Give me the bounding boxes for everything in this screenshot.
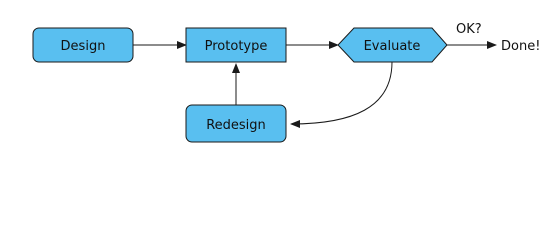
node-design-label: Design bbox=[60, 39, 106, 54]
node-design bbox=[33, 28, 133, 62]
edge-label-ok: OK? bbox=[456, 22, 482, 37]
node-redesign bbox=[186, 105, 286, 142]
node-prototype-label: Prototype bbox=[204, 39, 268, 54]
node-redesign-label: Redesign bbox=[206, 118, 266, 133]
node-prototype bbox=[186, 28, 286, 62]
edge-evaluate-to-redesign bbox=[291, 62, 392, 124]
node-evaluate-label: Evaluate bbox=[363, 39, 421, 54]
terminal-done-label: Done! bbox=[501, 39, 541, 54]
node-evaluate bbox=[338, 28, 447, 62]
